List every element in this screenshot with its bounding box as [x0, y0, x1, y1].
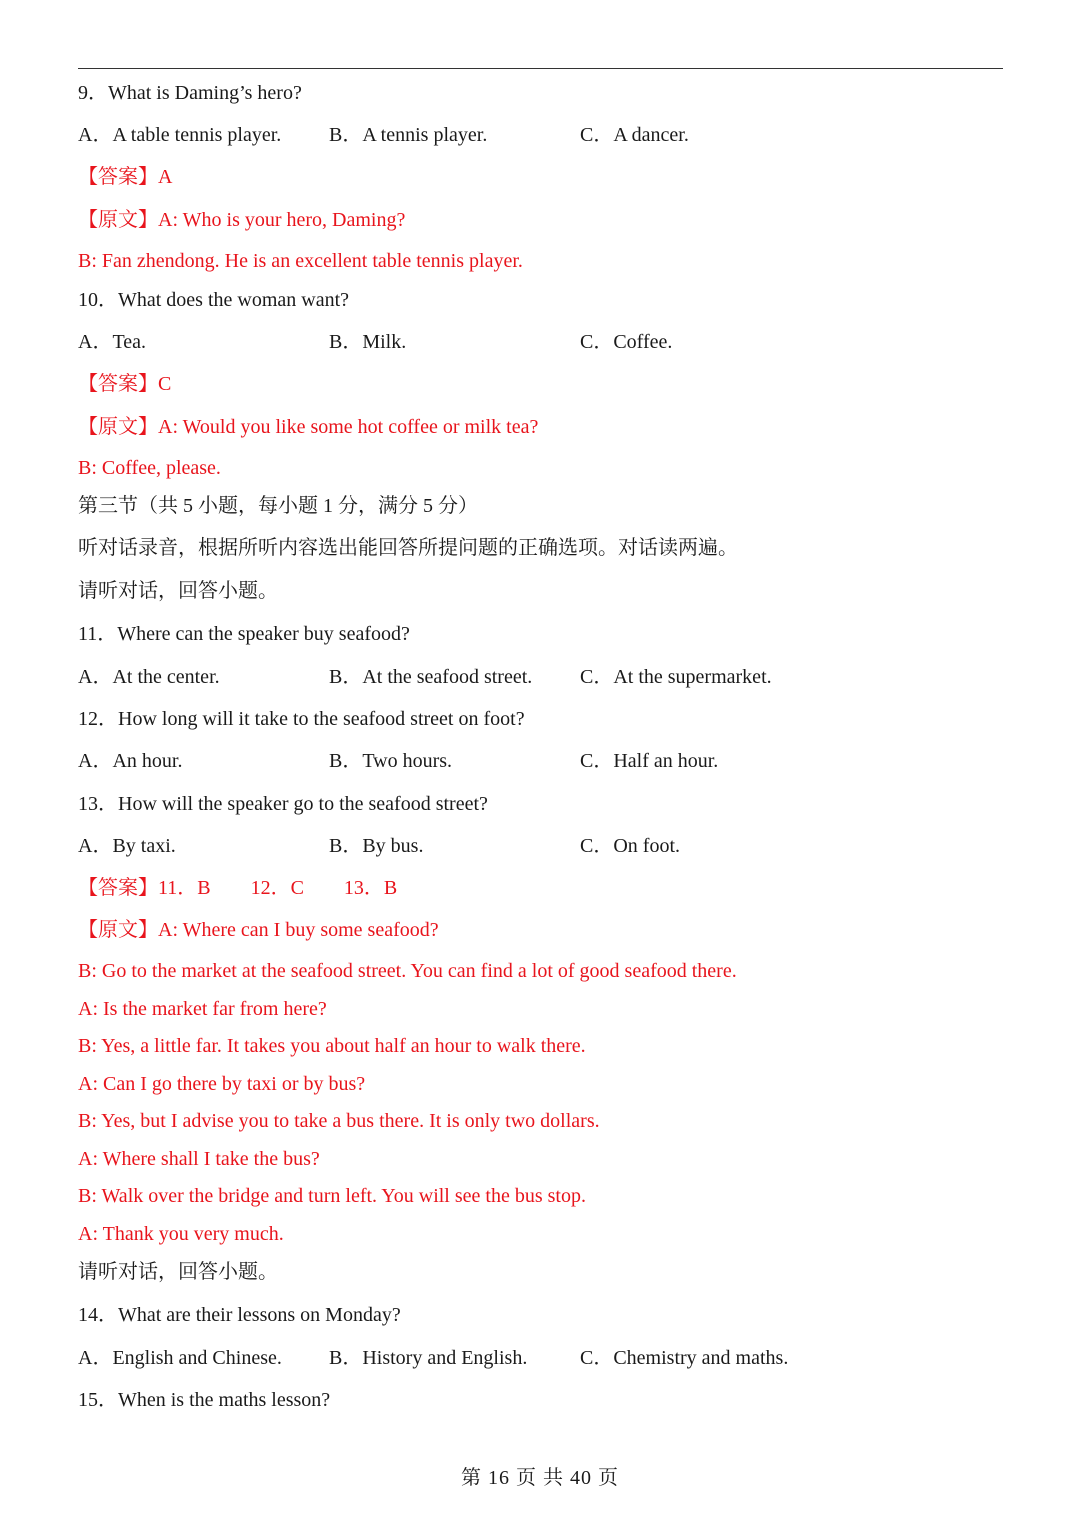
question-text: 12．How long will it take to the seafood street on foot? [78, 708, 525, 730]
option-b: B．At the seafood street. [329, 666, 533, 688]
option-b: B．By bus. [329, 835, 424, 857]
option-c: C．On foot. [580, 835, 680, 857]
answer-text: B: Walk over the bridge and turn left. You will see the bus stop. [78, 1185, 586, 1207]
answer-text: 【原文】A: Would you like some hot coffee or milk tea? [78, 416, 539, 438]
option-b: B．History and English. [329, 1347, 528, 1369]
option-c: C．A dancer. [580, 124, 689, 146]
option-c: C．Coffee. [580, 331, 673, 353]
answer-text: A: Is the market far from here? [78, 998, 327, 1020]
question-text: 14．What are their lessons on Monday? [78, 1304, 401, 1326]
option-a: A．A table tennis player. [78, 124, 282, 146]
answer-text: B: Yes, but I advise you to take a bus there. It is only two dollars. [78, 1110, 600, 1132]
question-text: 13．How will the speaker go to the seafood street? [78, 793, 488, 815]
question-text: 10．What does the woman want? [78, 289, 350, 311]
option-c: C．Chemistry and maths. [580, 1347, 789, 1369]
option-a: A．An hour. [78, 750, 183, 772]
question-text: 第三节（共 5 小题，每小题 1 分，满分 5 分） [78, 495, 478, 517]
option-b: B．Two hours. [329, 750, 453, 772]
question-text: 15．When is the maths lesson? [78, 1389, 331, 1411]
answer-text: B: Yes, a little far. It takes you about half an hour to walk there. [78, 1035, 586, 1057]
option-b: B．A tennis player. [329, 124, 488, 146]
answer-text: B: Fan zhendong. He is an excellent table tennis player. [78, 250, 523, 272]
option-a: A．By taxi. [78, 835, 176, 857]
question-text: 请听对话，回答小题。 [78, 580, 278, 602]
answer-text: 【答案】11．B 12．C 13．B [78, 877, 398, 899]
question-text: 11．Where can the speaker buy seafood? [78, 623, 410, 645]
header-rule [78, 68, 1003, 69]
answer-text: A: Can I go there by taxi or by bus? [78, 1073, 366, 1095]
option-a: A．Tea. [78, 331, 147, 353]
option-b: B．Milk. [329, 331, 407, 353]
page-footer: 第 16 页 共 40 页 [461, 1467, 619, 1489]
answer-text: 【答案】A [78, 166, 173, 188]
answer-text: A: Thank you very much. [78, 1223, 284, 1245]
option-a: A．English and Chinese. [78, 1347, 282, 1369]
question-text: 9．What is Daming’s hero? [78, 82, 302, 104]
option-a: A．At the center. [78, 666, 220, 688]
answer-text: A: Where shall I take the bus? [78, 1148, 320, 1170]
answer-text: B: Coffee, please. [78, 457, 221, 479]
option-c: C．Half an hour. [580, 750, 719, 772]
option-c: C．At the supermarket. [580, 666, 772, 688]
answer-text: 【原文】A: Where can I buy some seafood? [78, 919, 439, 941]
question-text: 听对话录音，根据所听内容选出能回答所提问题的正确选项。对话读两遍。 [78, 537, 738, 559]
answer-text: 【原文】A: Who is your hero, Daming? [78, 209, 406, 231]
answer-text: 【答案】C [78, 373, 172, 395]
answer-text: B: Go to the market at the seafood street. You can find a lot of good seafood there. [78, 960, 737, 982]
question-text: 请听对话，回答小题。 [78, 1261, 278, 1283]
